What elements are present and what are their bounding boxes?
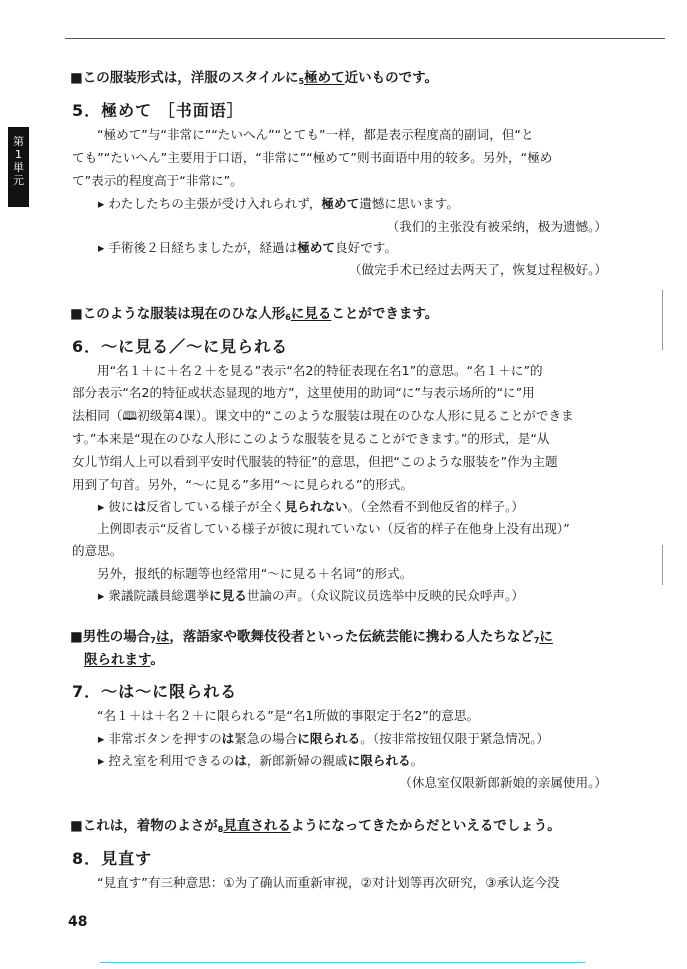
text-segment: “名１＋は＋名２＋に限られる”是“名1所做的事限定于名2”的意思。 bbox=[97, 708, 480, 723]
text-segment: ，新郎新婦の親戚 bbox=[246, 753, 348, 768]
text-segment: 的意思。 bbox=[72, 543, 123, 558]
text-segment: 法相同（🕮初级第4课）。课文中的“このような服装は現在のひな人形に見ることができま bbox=[72, 408, 574, 423]
header-rule bbox=[65, 38, 665, 39]
paragraph-line bbox=[97, 708, 479, 724]
underlined-text: に bbox=[539, 629, 553, 645]
bold-text: に限られる bbox=[297, 731, 361, 746]
text-segment: 上例即表示“反省している様子が彼に現れていない（反省的样子在他身上没有出现）” bbox=[97, 521, 570, 536]
example-translation bbox=[399, 775, 607, 791]
bold-text: に限られる bbox=[347, 753, 411, 768]
text-segment: ■このような服装は現在のひな人形 bbox=[70, 306, 286, 322]
key-sentence bbox=[70, 70, 438, 90]
text-segment: ▸ 彼に bbox=[98, 499, 134, 514]
section-heading bbox=[72, 339, 288, 355]
text-segment: 良好です。 bbox=[335, 240, 397, 255]
paragraph-line bbox=[97, 363, 543, 379]
example-sentence bbox=[98, 588, 524, 604]
text-segment: “極めて”与“非常に”“たいへん”“とても”一样，都是表示程度高的副词，但“と bbox=[97, 127, 534, 142]
paragraph-line bbox=[72, 173, 243, 189]
text-segment: “見直す”有三种意思：①为了确认而重新审视，②对计划等再次研究，③承认迄今没 bbox=[97, 875, 560, 890]
key-sentence bbox=[70, 818, 561, 838]
note-number: 8 bbox=[217, 825, 224, 834]
paragraph-line bbox=[72, 431, 549, 447]
text-segment: 遺憾に思います。 bbox=[359, 196, 459, 211]
text-segment: ▸ 控え室を利用できるの bbox=[98, 753, 235, 768]
bold-text: 極めて bbox=[297, 240, 336, 255]
page-number: 48 bbox=[68, 914, 88, 930]
note-number: 7 bbox=[150, 636, 156, 645]
text-segment: 部分表示“名2的特征或状态显现的地方”，这里使用的助词“に”与表示场所的“に”用 bbox=[72, 385, 535, 400]
note-number: 5 bbox=[298, 77, 305, 86]
text-segment: ▸ 手術後２日経ちましたが，経過は bbox=[98, 240, 298, 255]
text-segment: 緊急の場合 bbox=[234, 731, 298, 746]
text-segment: （休息室仅限新郎新娘的亲属使用。） bbox=[399, 775, 607, 790]
text-segment: 女儿节绢人上可以看到平安时代服装的特征”的意思，但把“このような服装を”作为主题 bbox=[72, 454, 558, 469]
text-segment: ▸ 非常ボタンを押すの bbox=[98, 731, 222, 746]
key-sentence bbox=[84, 652, 164, 668]
underlined-text: 極めて bbox=[304, 70, 345, 86]
text-segment: 7．～は～に限られる bbox=[72, 682, 238, 701]
paragraph-line bbox=[72, 408, 574, 424]
bold-text: は bbox=[234, 753, 247, 768]
text-segment: 另外，报纸的标题等也经常用“～に見る＋名词”的形式。 bbox=[97, 566, 413, 581]
example-sentence bbox=[98, 240, 397, 256]
text-segment: ■この服装形式は，洋服のスタイルに bbox=[70, 70, 299, 86]
example-translation bbox=[349, 262, 607, 278]
unit-tab-char: 1 bbox=[15, 148, 22, 161]
paragraph-line bbox=[97, 566, 412, 582]
underlined-text: 限られます bbox=[84, 652, 151, 668]
example-sentence bbox=[98, 753, 423, 769]
bold-text: 極めて bbox=[321, 196, 360, 211]
paragraph-line bbox=[97, 875, 560, 891]
text-segment: す。”本来是“現在のひな人形にこのような服装を見ることができます。”的形式，是“从 bbox=[72, 431, 550, 446]
text-segment: ▸ 衆議院議員総選挙 bbox=[98, 588, 210, 603]
example-sentence bbox=[98, 196, 459, 212]
text-segment: ■これは，着物のよさが bbox=[70, 818, 218, 834]
text-segment: ▸ わたしたちの主張が受け入れられず， bbox=[98, 196, 322, 211]
example-sentence bbox=[98, 499, 524, 515]
bold-text: に見る bbox=[209, 588, 247, 603]
text-segment: 5．極めて ［书面语］ bbox=[72, 101, 244, 120]
paragraph-line bbox=[72, 477, 413, 493]
unit-tab-char: 単 bbox=[13, 161, 24, 174]
text-segment: 反省している様子が全く bbox=[146, 499, 285, 514]
paragraph-line bbox=[97, 127, 534, 143]
paragraph-line bbox=[72, 150, 552, 166]
text-segment: （做完手术已经过去两天了，恢复过程极好。） bbox=[348, 262, 607, 277]
unit-tab-char: 第 bbox=[13, 135, 24, 148]
example-translation bbox=[387, 219, 607, 235]
section-heading bbox=[72, 851, 152, 867]
text-segment: 用到了句首。另外，“～に見る”多用“～に見られる”的形式。 bbox=[72, 477, 413, 492]
text-segment: 8．見直す bbox=[72, 849, 153, 868]
note-number: 6 bbox=[285, 313, 291, 322]
section-heading bbox=[72, 684, 237, 700]
text-segment: ことができます。 bbox=[331, 306, 439, 322]
underlined-text: に見る bbox=[290, 306, 332, 322]
text-segment: ようになってきたからだといえるでしょう。 bbox=[290, 818, 561, 834]
text-segment: 世論の声。（众议院议员选举中反映的民众呼声。） bbox=[246, 588, 524, 603]
scan-artifact bbox=[662, 290, 663, 350]
underlined-text: 見直される bbox=[223, 818, 291, 834]
key-sentence bbox=[70, 306, 438, 326]
bold-text: は bbox=[133, 499, 147, 514]
text-segment: ■男性の場合 bbox=[70, 629, 151, 645]
text-segment: 用“名１＋に＋名２＋を見る”表示“名2的特征表现在名1”的意思。“名１＋に”的 bbox=[97, 363, 543, 378]
text-segment: ，落語家や歌舞伎役者といった伝統芸能に携わる人たちなど bbox=[169, 629, 534, 645]
bold-text: 見られない bbox=[284, 499, 348, 514]
text-segment: 6．～に見る／～に見られる bbox=[72, 337, 289, 356]
section-heading bbox=[72, 103, 244, 119]
text-segment: 。（全然看不到他反省的样子。） bbox=[347, 499, 524, 514]
footer-rule bbox=[100, 962, 585, 963]
text-segment: 近いものです。 bbox=[344, 70, 438, 86]
example-sentence bbox=[98, 731, 549, 747]
text-segment: 。 bbox=[150, 652, 164, 668]
text-segment: 。 bbox=[410, 753, 424, 768]
key-sentence bbox=[70, 629, 553, 649]
paragraph-line bbox=[72, 385, 535, 401]
paragraph-line bbox=[97, 521, 570, 537]
unit-tab bbox=[8, 127, 29, 207]
text-segment: 。（按非常按钮仅限于紧急情况。） bbox=[360, 731, 550, 746]
text-segment: （我们的主张没有被采纳，极为遗憾。） bbox=[386, 219, 607, 234]
paragraph-line bbox=[72, 543, 122, 559]
note-number: 7 bbox=[533, 636, 540, 645]
scan-artifact bbox=[662, 545, 663, 585]
bold-text: は bbox=[221, 731, 235, 746]
underlined-text: は bbox=[155, 629, 170, 645]
unit-tab-char: 元 bbox=[13, 174, 24, 187]
paragraph-line bbox=[72, 454, 558, 470]
text-segment: て”表示的程度高于“非常に”。 bbox=[72, 173, 243, 188]
text-segment: ても”“たいへん”主要用于口语，“非常に”“極めて”则书面语中用的较多。另外，“極め bbox=[72, 150, 553, 165]
